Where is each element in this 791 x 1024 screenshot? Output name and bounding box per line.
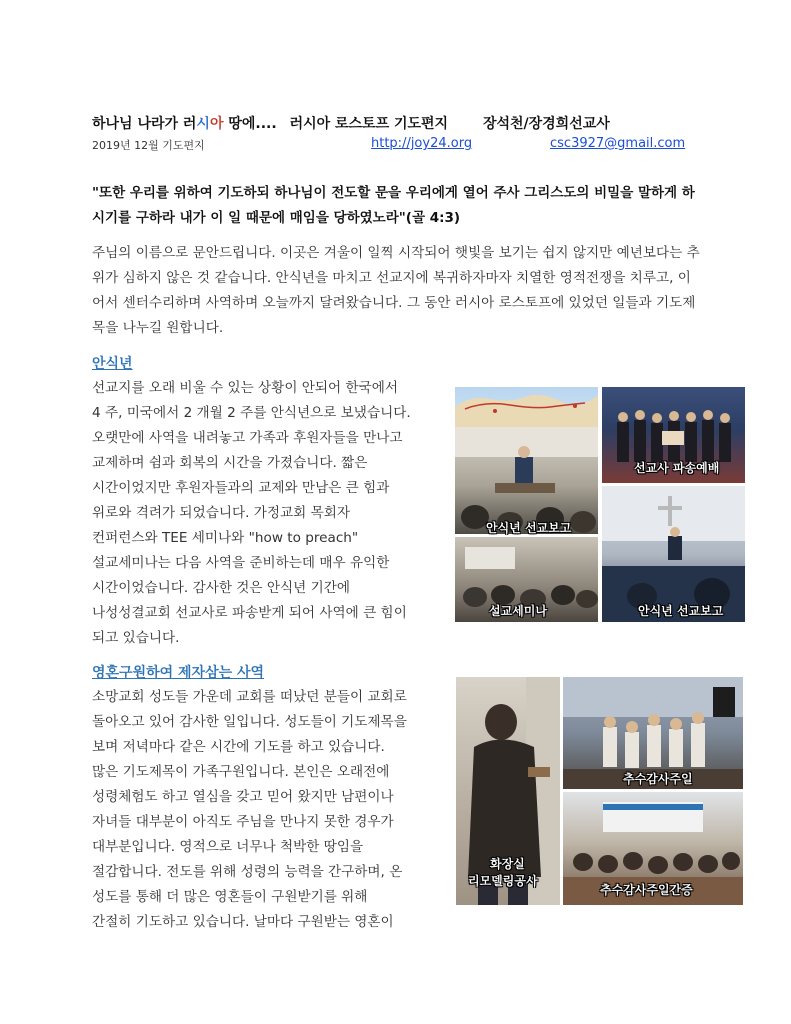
authors: 장석천/장경희선교사	[482, 116, 610, 132]
caption-testimony: 추수감사주일간증	[600, 883, 693, 897]
letter-title: 하나님 나라가 러시아 땅에.... 러시아 로스토프 기도편지 장석천/장경희선교사	[92, 116, 610, 132]
section-discipleship-text: 소망교회 성도들 가운데 교회를 떠났던 분들이 교회로 돌아오고 있어 감사한 일입니다. 성도들이 기도제목을 보며 저녁마다 같은 시간에 기도를 하고 있습니다. 많은 기도제목이 가족구원입니다. 본인은 오래전에 성령체험도 하고 열심을 갖고 믿어 왔지만 남편이나 자녀들 대부분이 아직도 주님을 만나지 못한 경우가 대부분입니다. 영적으로 너무나 척박한 땅임을 절감합니다. 전도를 위해 성령의 능력을 간구하며, 온 성도를 통해 더 많은 영혼들이 구원받기를 위해 간절히 기도하고 있습니다. 날마다 구원받는 영혼이	[92, 689, 407, 930]
caption-remodel-1: 화장실	[490, 857, 525, 871]
caption-sabbatical-report-2: 안식년 선교보고	[638, 604, 724, 618]
caption-remodel-2: 리모델링공사	[468, 874, 538, 888]
map-photo	[455, 387, 598, 427]
sabbatical-report-photo-1	[455, 427, 598, 534]
section-heading-sabbatical: 안식년	[92, 356, 133, 372]
letter-date: 2019년 12월 기도편지	[92, 139, 205, 152]
caption-sabbatical-report-1: 안식년 선교보고	[486, 521, 572, 535]
caption-sending-service: 선교사 파송예배	[634, 461, 720, 475]
section-heading-discipleship: 영혼구원하여 제자삼는 사역	[92, 665, 265, 681]
caption-seminar: 설교세미나	[489, 604, 547, 618]
email-link[interactable]: csc3927@gmail.com	[550, 136, 686, 151]
caption-thanksgiving: 추수감사주일	[623, 772, 693, 786]
intro-paragraph: 주님의 이름으로 문안드립니다. 이곳은 겨울이 일찍 시작되어 햇빛을 보기는 쉽지 않지만 예년보다는 추위가 심하지 않은 것 같습니다. 안식년을 마치고 선교지에 복귀하자마자 치열한 영적전쟁을 치루고, 이어서 센터수리하며 사역하며 오늘까지 달려왔습니다. 그 동안 러시아 로스토프에 있었던 일들과 기도제목을 나누길 원합니다.	[92, 245, 700, 336]
scripture-verse: "또한 우리를 위하여 기도하되 하나님이 전도할 문을 우리에게 열어 주사 그리스도의 비밀을 말하게 하시기를 구하라 내가 이 일 때문에 매임을 당하였노라"(골 4:3)	[92, 185, 695, 226]
section-sabbatical-text: 선교지를 오래 비울 수 있는 상황이 안되어 한국에서 4 주, 미국에서 2 개월 2 주를 안식년으로 보냈습니다. 오랫만에 사역을 내려놓고 가족과 후원자들을 만나고 교제하며 쉼과 회복의 시간을 가졌습니다. 짧은 시간이었지만 후원자들과의 교제와 만남은 큰 힘과 위로와 격려가 되었습니다. 가정교회 목회자 컨퍼런스와 TEE 세미나와 "how to preach" 설교세미나는 다음 사역을 준비하는데 매우 유익한 시간이었습니다. 감사한 것은 안식년 기간에 나성성결교회 선교사로 파송받게 되어 사역에 큰 힘이 되고 있습니다.	[92, 380, 411, 646]
website-link[interactable]: http://joy24.org	[371, 136, 473, 151]
